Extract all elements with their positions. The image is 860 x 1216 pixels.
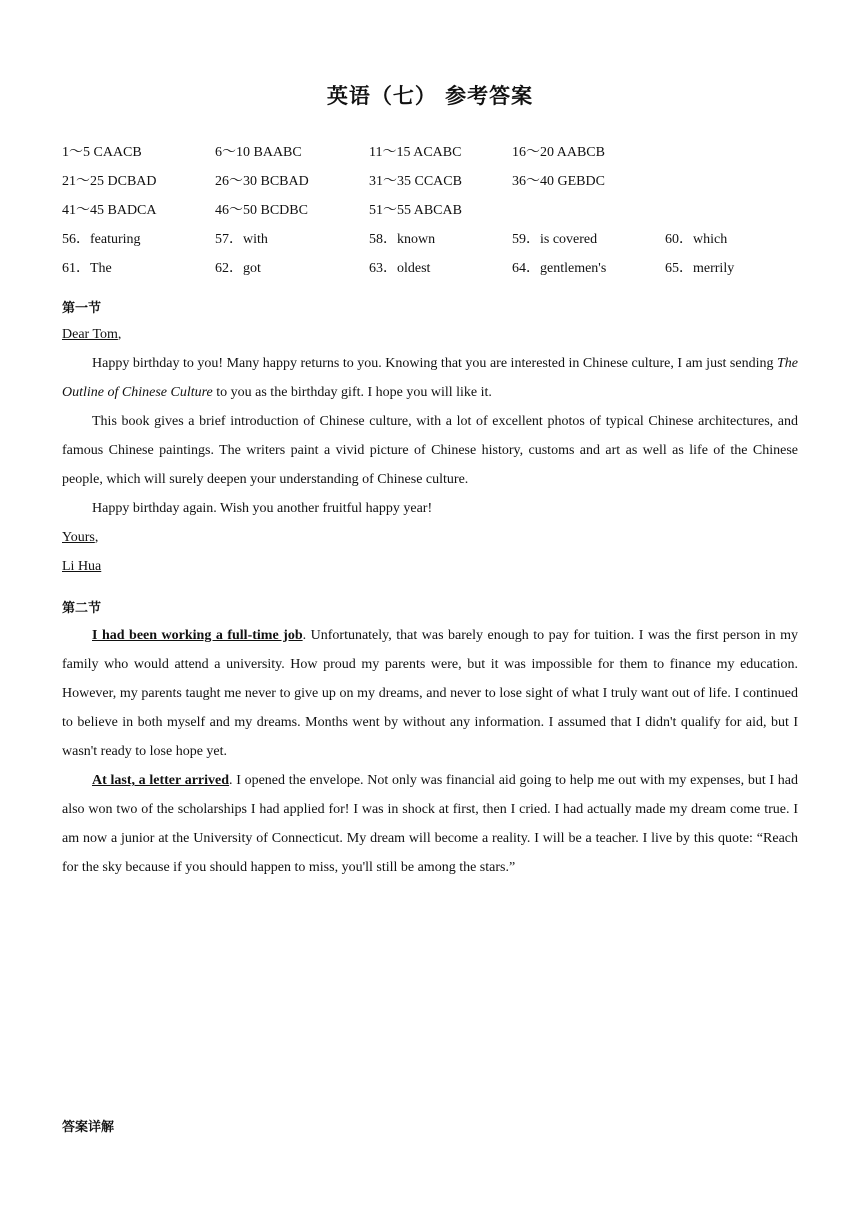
answer-explanation-heading: 答案详解 xyxy=(62,1120,115,1135)
answer-group: 51～55 ABCAB xyxy=(369,203,462,218)
salutation-name: Dear Tom xyxy=(62,327,118,342)
answer-item: 60．which xyxy=(665,232,728,247)
answer-item: 64．gentlemen's xyxy=(512,261,607,276)
book-title: The Outline of Chinese Culture xyxy=(62,356,798,400)
paragraph-opening: At last, a letter arrived xyxy=(92,773,230,788)
closing-word: Yours xyxy=(62,530,95,545)
model-letter xyxy=(62,320,798,581)
letter-signature xyxy=(62,552,798,581)
answer-group: 6～10 BAABC xyxy=(215,145,302,160)
letter-salutation xyxy=(62,320,798,349)
answer-group: 16～20 AABCB xyxy=(512,145,605,160)
answer-item: 65．merrily xyxy=(665,261,735,276)
answer-row xyxy=(62,224,802,253)
salutation-punct: , xyxy=(117,327,122,342)
letter-text: Happy birthday to you! Many happy returns to you. Knowing that you are interested in Chinese culture, I am just sending xyxy=(92,356,777,371)
section2-heading: 第二节 xyxy=(62,601,102,616)
answer-group: 46～50 BCDBC xyxy=(215,203,308,218)
closing-punct: , xyxy=(94,530,99,545)
essay-text: . Unfortunately, that was barely enough to pay for tuition. I was the first person in my family who would attend a university. How proud my parents were, but it was impossible for them to finance my education. However, my parents taught me never to give up on my dreams, and never to lose sight of what I truly want out of life. I continued to believe in both myself and my dreams. Months went by without any information. I assumed that I didn't qualify for aid, but I wasn't ready to lose hope yet. xyxy=(62,628,798,759)
answer-row xyxy=(62,253,802,282)
letter-paragraph: This book gives a brief introduction of Chinese culture, with a lot of excellent photos of typical Chinese architectures, and famous Chinese paintings. The writers paint a vivid picture of Chinese history, customs and art as well as life of the Chinese people, which will surely deepen your understanding of Chinese culture. xyxy=(62,414,798,487)
essay-text: . I opened the envelope. Not only was financial aid going to help me out with my expenses, but I had also won two of the scholarships I had applied for! I was in shock at first, then I cried. I had actually made my dream come true. I am now a junior at the University of Connecticut. My dream will become a reality. I will be a teacher. I live by this quote: “Reach for the sky because if you should happen to miss, you'll still be among the stars.” xyxy=(62,773,798,875)
essay-paragraph xyxy=(62,766,798,882)
answer-item: 63．oldest xyxy=(369,261,431,276)
answer-item: 59．is covered xyxy=(512,232,598,247)
answer-item: 57．with xyxy=(215,232,268,247)
letter-closing xyxy=(62,523,798,552)
answer-group: 21～25 DCBAD xyxy=(62,174,157,189)
answer-group: 26～30 BCBAD xyxy=(215,174,309,189)
page-title: 英语（七） 参考答案 xyxy=(326,84,534,108)
answer-item: 56．featuring xyxy=(62,232,141,247)
answer-group: 31～35 CCACB xyxy=(369,174,462,189)
answer-group: 11～15 ACABC xyxy=(369,145,462,160)
continuation-essay xyxy=(62,621,798,882)
section1-heading: 第一节 xyxy=(62,301,102,316)
letter-text: to you as the birthday gift. I hope you will like it. xyxy=(212,385,492,400)
answer-row xyxy=(62,137,802,166)
answer-row xyxy=(62,166,802,195)
answer-key xyxy=(62,137,802,282)
signature-name: Li Hua xyxy=(62,559,102,574)
answer-item: 62．got xyxy=(215,261,261,276)
answer-item: 58．known xyxy=(369,232,436,247)
answer-group: 41～45 BADCA xyxy=(62,203,157,218)
essay-paragraph xyxy=(62,621,798,766)
letter-paragraph: Happy birthday again. Wish you another fruitful happy year! xyxy=(92,501,433,516)
answer-item: 61．The xyxy=(62,261,112,276)
answer-group: 36～40 GEBDC xyxy=(512,174,605,189)
letter-paragraph xyxy=(62,349,798,407)
answer-group: 1～5 CAACB xyxy=(62,145,142,160)
answer-row xyxy=(62,195,802,224)
paragraph-opening: I had been working a full-time job xyxy=(92,628,303,643)
